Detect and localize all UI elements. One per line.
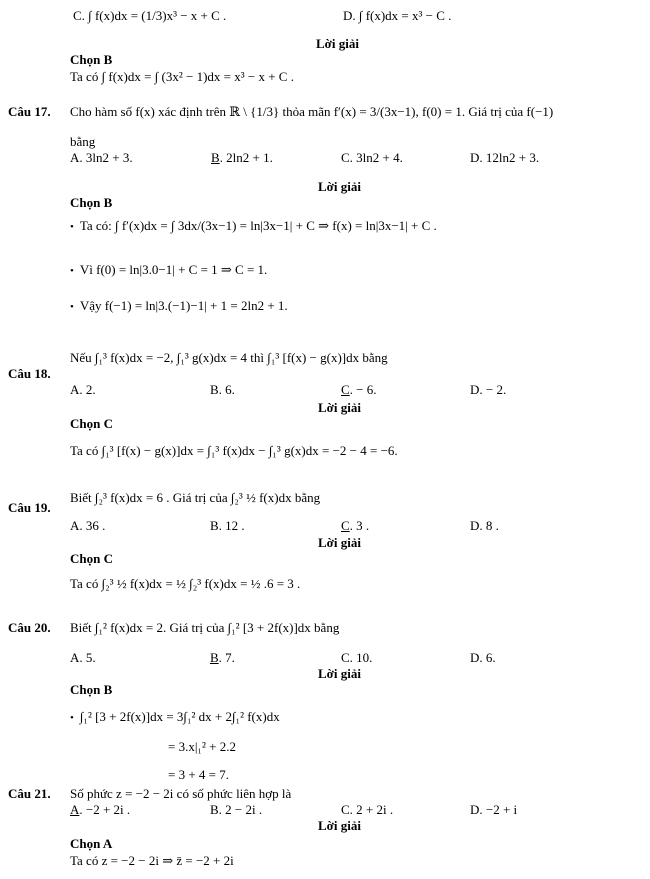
solution-step: Ta có z = −2 − 2i ⇒ z̄ = −2 + 2i — [70, 853, 234, 868]
option-c: C. 3ln2 + 4. — [341, 150, 403, 165]
question-label: Câu 17. — [8, 104, 51, 119]
option-c-text: . 3 . — [349, 518, 370, 533]
question-stem: Số phức z = −2 − 2i có số phức liên hợp là — [70, 786, 292, 801]
solution-heading: Lời giải — [318, 400, 361, 415]
option-d: D. ∫ f(x)dx = x³ − C . — [343, 8, 452, 23]
question-stem: Cho hàm số f(x) xác định trên ℝ \ {1/3} thỏa mãn f′(x) = 3/(3x−1), f(0) = 1. Giá trị của f(−1) — [70, 104, 554, 119]
answer-choice: Chọn C — [70, 416, 113, 431]
solution-step: • Ta có: ∫ f′(x)dx = ∫ 3dx/(3x−1) = ln|3x−1| + C ⇒ f(x) = ln|3x−1| + C . — [70, 218, 437, 235]
solution-heading: Lời giải — [318, 535, 361, 550]
option-d: D. − 2. — [470, 382, 507, 397]
question-stem: Biết ∫₁² f(x)dx = 2. Giá trị của ∫₁² [3 + 2f(x)]dx bằng — [70, 620, 340, 635]
option-b: B. 12 . — [210, 518, 245, 533]
correct-letter: B — [210, 650, 219, 665]
option-c: C. ∫ f(x)dx = (1/3)x³ − x + C . — [73, 8, 227, 23]
solution-step: Ta có ∫₂³ ½ f(x)dx = ½ ∫₂³ f(x)dx = ½ .6 = 3 . — [70, 576, 301, 591]
question-stem-cont: bằng — [70, 134, 96, 149]
option-c-text: . − 6. — [349, 382, 377, 397]
answer-choice: Chọn B — [70, 52, 113, 67]
correct-letter: B — [211, 150, 220, 165]
option-c: C. 10. — [341, 650, 373, 665]
solution-heading: Lời giải — [318, 179, 361, 194]
question-stem: Nếu ∫₁³ f(x)dx = −2, ∫₁³ g(x)dx = 4 thì ∫₁³ [f(x) − g(x)]dx bằng — [70, 350, 388, 365]
option-b-text: . 7. — [218, 650, 235, 665]
question-label: Câu 21. — [8, 786, 51, 801]
question-label: Câu 20. — [8, 620, 51, 635]
option-a — [70, 802, 130, 818]
solution-step: Ta có ∫₁³ [f(x) − g(x)]dx = ∫₁³ f(x)dx − ∫₁³ g(x)dx = −2 − 4 = −6. — [70, 443, 398, 458]
question-stem: Biết ∫₂³ f(x)dx = 6 . Giá trị của ∫₂³ ½ f(x)dx bằng — [70, 490, 321, 505]
option-a: A. 36 . — [70, 518, 106, 533]
correct-letter: C — [341, 518, 350, 533]
solution-heading: Lời giải — [318, 666, 361, 681]
solution-step: = 3.x|₁² + 2.2 — [168, 739, 236, 754]
answer-choice: Chọn B — [70, 195, 113, 210]
option-a: A. 2. — [70, 382, 96, 397]
option-c — [341, 382, 377, 398]
option-b: B. 6. — [210, 382, 235, 397]
question-label: Câu 18. — [8, 366, 51, 381]
answer-choice: Chọn A — [70, 836, 113, 851]
question-label: Câu 19. — [8, 500, 51, 515]
solution-step: = 3 + 4 = 7. — [168, 767, 229, 782]
option-a-text: . −2 + 2i . — [79, 802, 131, 817]
solution-step: • ∫₁² [3 + 2f(x)]dx = 3∫₁² dx + 2∫₁² f(x)dx — [70, 709, 280, 726]
option-a: A. 3ln2 + 3. — [70, 150, 133, 165]
option-b-text: . 2ln2 + 1. — [219, 150, 273, 165]
option-b: B. 2 − 2i . — [210, 802, 263, 817]
answer-choice: Chọn C — [70, 551, 113, 566]
option-d: D. 8 . — [470, 518, 499, 533]
option-b — [211, 150, 273, 166]
solution-heading: Lời giải — [316, 36, 359, 51]
option-c: C. 2 + 2i . — [341, 802, 394, 817]
correct-letter: A — [70, 802, 80, 817]
solution-step: • Vậy f(−1) = ln|3.(−1)−1| + 1 = 2ln2 + 1. — [70, 298, 288, 315]
answer-choice: Chọn B — [70, 682, 113, 697]
solution-step: • Vì f(0) = ln|3.0−1| + C = 1 ⇒ C = 1. — [70, 262, 267, 279]
option-d: D. −2 + i — [470, 802, 518, 817]
option-b — [210, 650, 235, 666]
option-d: D. 6. — [470, 650, 496, 665]
option-d: D. 12ln2 + 3. — [470, 150, 540, 165]
option-c — [341, 518, 369, 534]
solution-heading: Lời giải — [318, 818, 361, 833]
option-a: A. 5. — [70, 650, 96, 665]
solution-step: Ta có ∫ f(x)dx = ∫ (3x² − 1)dx = x³ − x + C . — [70, 69, 294, 84]
correct-letter: C — [341, 382, 350, 397]
